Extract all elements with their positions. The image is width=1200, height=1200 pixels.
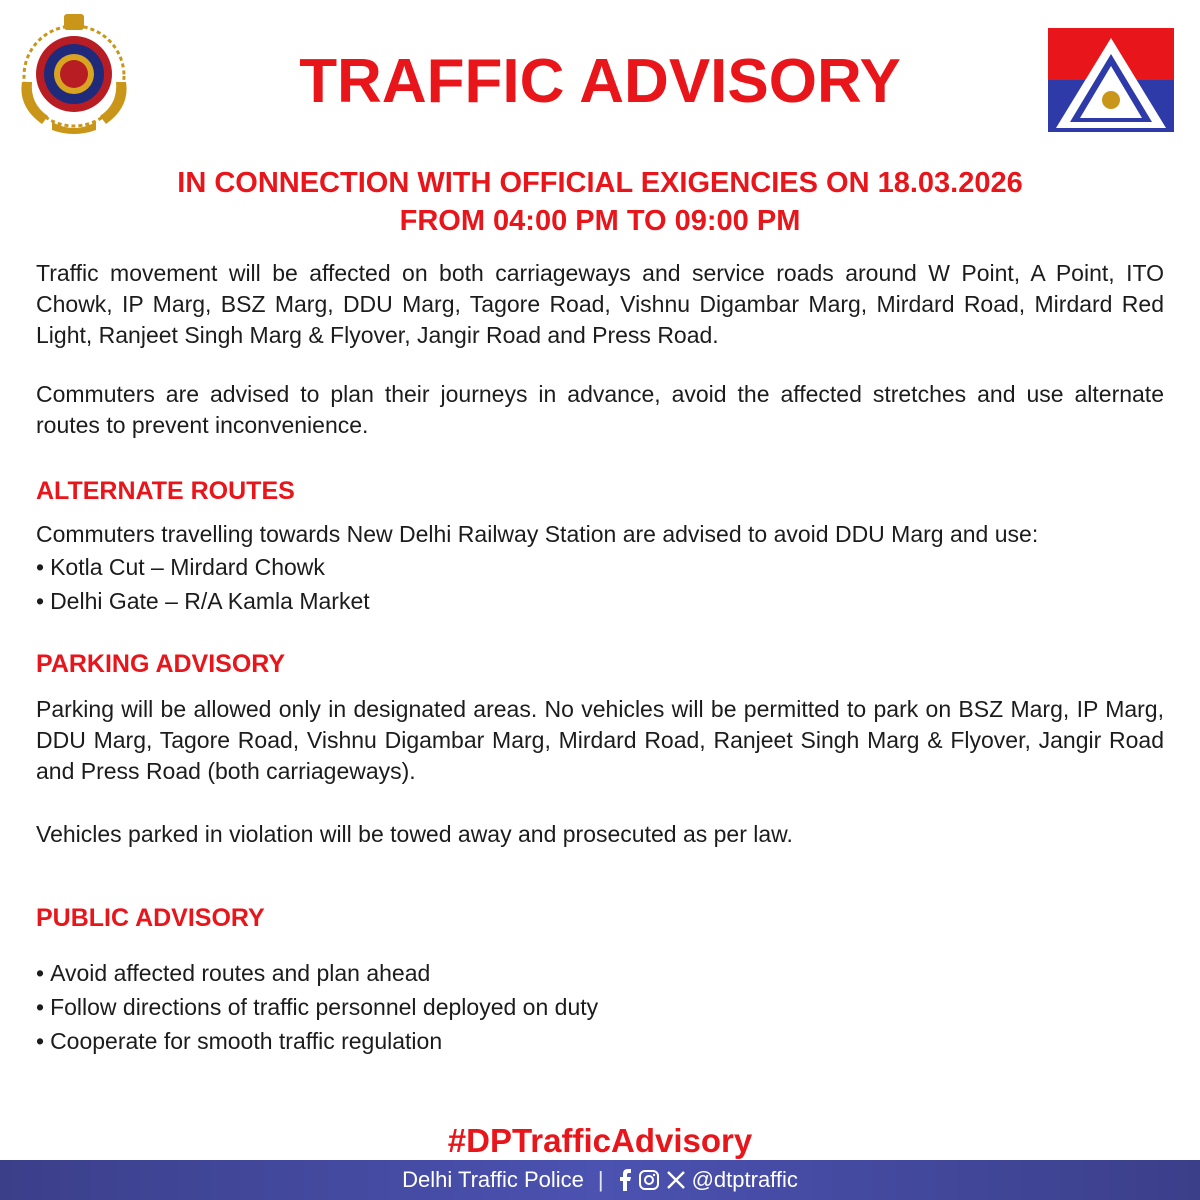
list-item: • Kotla Cut – Mirdard Chowk [36,554,325,580]
parking-advisory-heading: PARKING ADVISORY [36,650,286,678]
subheading-time-line: FROM 04:00 PM TO 09:00 PM [399,205,801,237]
alternate-routes-heading: ALTERNATE ROUTES [36,477,295,505]
commuter-advice-paragraph: Commuters are advised to plan their journeys in advance, avoid the affected stretches and use alternate routes to prevent inconvenience. [36,381,1164,438]
footer-org-name: Delhi Traffic Police [402,1167,584,1192]
instagram-icon[interactable] [638,1169,660,1191]
list-item: • Cooperate for smooth traffic regulation [36,1028,443,1054]
advisory-body [36,258,1164,1058]
list-item: • Delhi Gate – R/A Kamla Market [36,588,370,614]
parking-paragraph: Parking will be allowed only in designated areas. No vehicles will be permitted to park on BSZ Marg, IP Marg, DDU Marg, Tagore Road, Vishnu Digambar Marg, Mirdard Road, Ranjeet Singh Marg & Flyover, Jangir Road and Press Road (both carriageways). [36,696,1164,784]
intro-paragraph: Traffic movement will be affected on both carriageways and service roads around W Point, A Point, ITO Chowk, IP Marg, BSZ Marg, DDU Marg, Tagore Road, Vishnu Digambar Marg, Mirdard Road, Mirdard Red Light, Ranjeet Singh Marg & Flyover, Jangir Road and Press Road. [36,260,1164,348]
social-handle[interactable]: @dtptraffic [691,1167,798,1192]
footer-separator: | [597,1167,604,1192]
advisory-item-label: Follow directions of traffic personnel deployed on duty [50,994,599,1020]
traffic-police-delhi-logo-icon [1048,28,1174,132]
alternate-routes-text: Commuters travelling towards New Delhi Railway Station are advised to avoid DDU Marg and use: [36,521,1039,547]
towing-paragraph: Vehicles parked in violation will be towed away and prosecuted as per law. [36,821,793,847]
hashtag[interactable]: #DPTrafficAdvisory [447,1122,753,1159]
social-links [618,1167,798,1193]
subheading-date-line: IN CONNECTION WITH OFFICIAL EXIGENCIES ON 18.03.2026 [177,167,1023,199]
route-item-label: Kotla Cut – Mirdard Chowk [50,554,325,580]
advisory-item-label: Cooperate for smooth traffic regulation [50,1028,443,1054]
footer-bar [0,1160,1200,1200]
route-item-label: Delhi Gate – R/A Kamla Market [50,588,370,614]
facebook-icon[interactable] [618,1169,632,1191]
advisory-item-label: Avoid affected routes and plan ahead [50,960,431,986]
x-icon[interactable] [666,1170,686,1190]
page-title: TRAFFIC ADVISORY [299,47,901,116]
list-item: • Avoid affected routes and plan ahead [36,960,431,986]
public-advisory-heading: PUBLIC ADVISORY [36,904,265,932]
list-item: • Follow directions of traffic personnel deployed on duty [36,994,599,1020]
advisory-subheading [0,164,1200,240]
